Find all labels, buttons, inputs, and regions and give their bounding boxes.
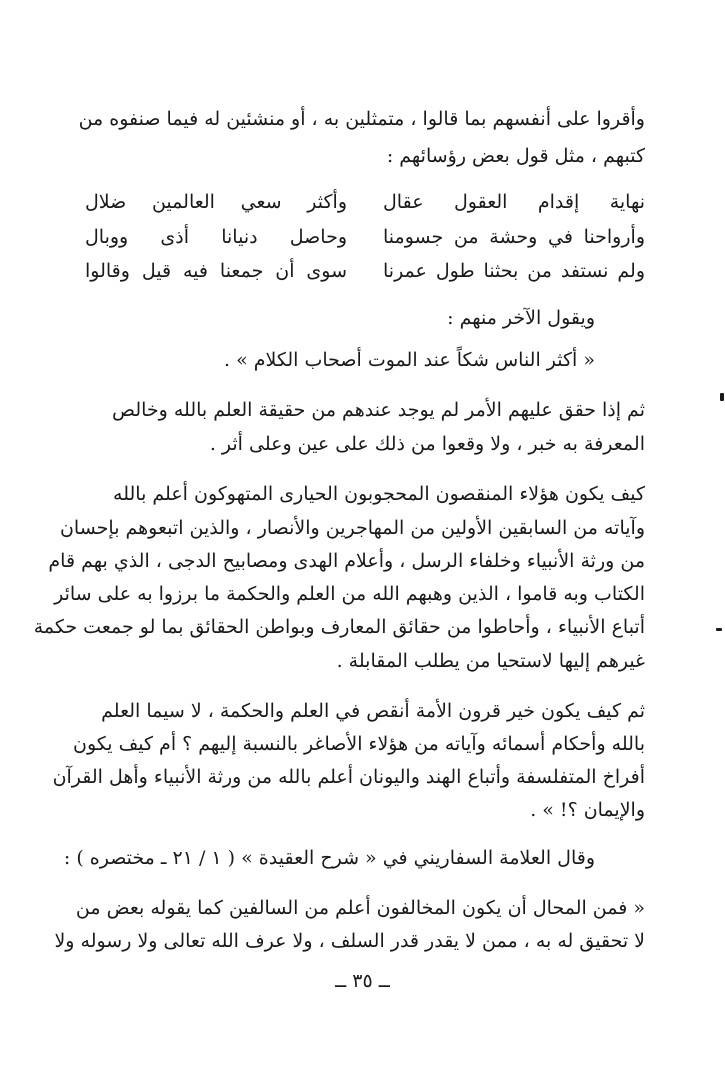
text-line: المعرفة به خبر ، ولا وقعوا من ذلك على عين وعلى أثر . (209, 433, 645, 455)
margin-mark (720, 393, 724, 401)
text-line: كتبهم ، مثل قول بعض رؤسائهم : (386, 145, 645, 167)
text-line: ويقول الآخر منهم : (447, 307, 595, 329)
text-line: بالله وأحكام أسمائه وآياته من هؤلاء الأصاغر بالنسبة إليهم ؟ أم كيف يكون (72, 733, 645, 755)
margin-mark (716, 628, 722, 631)
verse-hemistich: سوى أن جمعنا فيه قيل وقالوا (85, 260, 347, 282)
verse-hemistich: وأكثر سعي العالمين ضلال (85, 191, 347, 213)
text-line: والإيمان ؟! » . (530, 799, 645, 821)
text-line: غيرهم إليها لاستحيا من يطلب المقابلة . (336, 650, 645, 672)
text-line: لا تحقيق له به ، ممن لا يقدر قدر السلف ، ولا عرف الله تعالى ولا رسوله ولا (54, 930, 645, 952)
verse-hemistich: وحاصل دنيانا أذى ووبال (85, 226, 347, 248)
verse-hemistich: وأرواحنا في وحشة من جسومنا (383, 226, 645, 248)
page-number: ــ ٣٥ ــ (335, 970, 390, 992)
text-line: وآياته من السابقين الأولين من المهاجرين والأنصار ، والذين اتبعوهم بإحسان (59, 517, 645, 539)
text-line: أفراخ المتفلسفة وأتباع الهند واليونان أعلم بالله من ورثة الأنبياء وأهل القرآن (52, 766, 645, 788)
text-line: وقال العلامة السفاريني في « شرح العقيدة » ( ١ / ٢١ ـ مختصره ) : (63, 847, 595, 869)
text-line: وأقروا على أنفسهم بما قالوا ، متمثلين به ، أو منشئين له فيما صنفوه من (78, 108, 645, 130)
text-line: الكتاب وبه قاموا ، الذين وهبهم الله من العلم والحكمة ما برزوا به على سائر (54, 583, 645, 605)
text-line: أتباع الأنبياء ، وأحاطوا من حقائق المعارف وبواطن الحقائق بما لو جمعت حكمة (33, 616, 645, 638)
text-line: ثم إذا حقق عليهم الأمر لم يوجد عندهم من حقيقة العلم بالله وخالص (112, 399, 645, 421)
text-line: ثم كيف يكون خير قرون الأمة أنقص في العلم والحكمة ، لا سيما العلم (101, 700, 645, 722)
text-line: من ورثة الأنبياء وخلفاء الرسل ، وأعلام الهدى ومصابيح الدجى ، الذي بهم قام (48, 550, 645, 572)
verse-hemistich: ولم نستفد من بحثنا طول عمرنا (383, 260, 645, 282)
verse-hemistich: نهاية إقدام العقول عقال (383, 191, 645, 213)
text-line: كيف يكون هؤلاء المنقصون المحجوبون الحيارى المتهوكون أعلم بالله (113, 483, 645, 505)
quote-line: « أكثر الناس شكاً عند الموت أصحاب الكلام » . (224, 349, 595, 371)
text-line: « فمن المحال أن يكون المخالفون أعلم من السالفين كما يقوله بعض من (75, 897, 645, 919)
